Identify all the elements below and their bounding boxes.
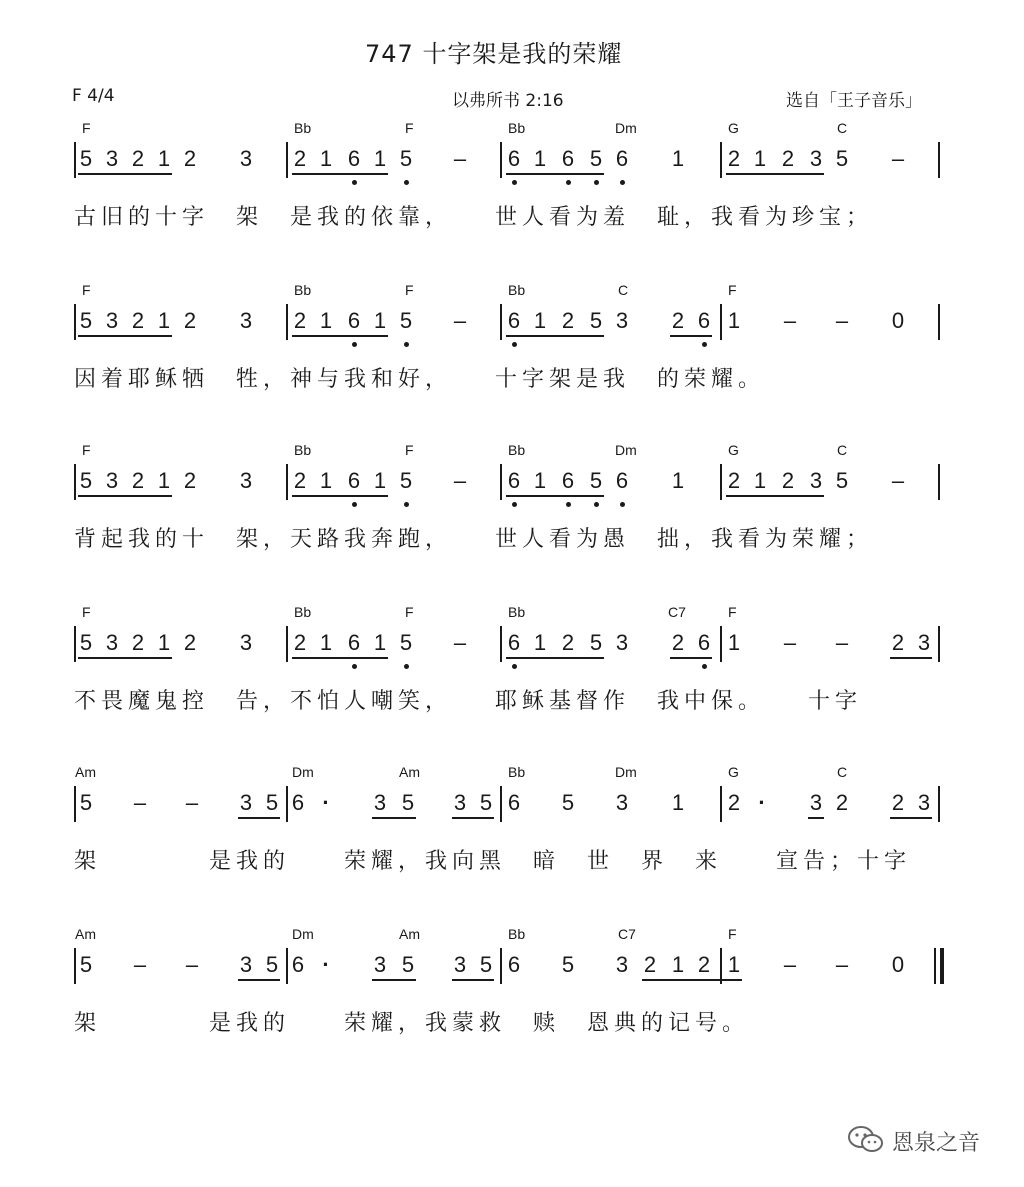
note: 5 bbox=[479, 790, 493, 815]
chord-symbol: F bbox=[405, 604, 414, 620]
note: – bbox=[835, 952, 849, 977]
note: 2 bbox=[293, 468, 307, 493]
final-barline bbox=[940, 948, 944, 984]
note: 1 bbox=[727, 630, 741, 655]
note: 5 bbox=[79, 308, 93, 333]
barline bbox=[74, 948, 76, 984]
chord-symbol: C bbox=[837, 764, 848, 780]
note: 5 bbox=[399, 308, 413, 333]
chord-symbol: F bbox=[728, 282, 737, 298]
note: 3 bbox=[373, 790, 387, 815]
lower-octave-dot bbox=[352, 342, 357, 347]
note: 2 bbox=[183, 308, 197, 333]
chord-symbol: C7 bbox=[668, 604, 686, 620]
note: 6 bbox=[507, 952, 521, 977]
note: 5 bbox=[589, 468, 603, 493]
note: 3 bbox=[809, 790, 823, 815]
note: 1 bbox=[671, 952, 685, 977]
barline bbox=[500, 304, 502, 340]
note: 3 bbox=[615, 308, 629, 333]
lower-octave-dot bbox=[352, 502, 357, 507]
chord-symbol: Bb bbox=[508, 442, 526, 458]
note: 5 bbox=[835, 146, 849, 171]
note: · bbox=[322, 790, 330, 815]
lower-octave-dot bbox=[620, 502, 625, 507]
scripture-reference: 以弗所书 2:16 bbox=[452, 91, 564, 111]
chord-symbol: Bb bbox=[508, 282, 526, 298]
note: 2 bbox=[183, 468, 197, 493]
eighth-note-beam bbox=[292, 495, 388, 497]
note: 1 bbox=[373, 468, 387, 493]
song-title: 747 十字架是我的荣耀 bbox=[365, 40, 623, 68]
barline bbox=[286, 786, 288, 822]
note: 5 bbox=[79, 790, 93, 815]
chord-symbol: F bbox=[728, 926, 737, 942]
note: 3 bbox=[615, 952, 629, 977]
eighth-note-beam bbox=[452, 817, 494, 819]
chord-symbol: Am bbox=[399, 764, 420, 780]
note: – bbox=[133, 952, 147, 977]
eighth-note-beam bbox=[726, 173, 824, 175]
note: 2 bbox=[183, 146, 197, 171]
eighth-note-beam bbox=[78, 335, 172, 337]
eighth-note-beam bbox=[238, 817, 280, 819]
chord-symbol: F bbox=[405, 282, 414, 298]
barline bbox=[286, 948, 288, 984]
note: 5 bbox=[479, 952, 493, 977]
final-barline-thin bbox=[934, 948, 936, 984]
barline bbox=[74, 786, 76, 822]
note: – bbox=[835, 308, 849, 333]
chord-symbol: F bbox=[728, 604, 737, 620]
barline bbox=[286, 626, 288, 662]
eighth-note-beam bbox=[670, 335, 712, 337]
note: 1 bbox=[753, 468, 767, 493]
lyric-line: 架 是我的 荣耀，我蒙救 赎 恩典的记号。 bbox=[74, 1011, 750, 1036]
note: 5 bbox=[265, 952, 279, 977]
chord-symbol: Bb bbox=[294, 120, 312, 136]
barline bbox=[500, 948, 502, 984]
chord-symbol: Bb bbox=[508, 120, 526, 136]
note: 6 bbox=[507, 308, 521, 333]
eighth-note-beam bbox=[726, 495, 824, 497]
lower-octave-dot bbox=[404, 342, 409, 347]
note: 5 bbox=[79, 146, 93, 171]
note: 5 bbox=[79, 468, 93, 493]
note: 1 bbox=[319, 468, 333, 493]
barline bbox=[720, 786, 722, 822]
note: 6 bbox=[507, 630, 521, 655]
note: · bbox=[758, 790, 766, 815]
lyric-line: 不畏魔鬼控 告，不怕人嘲笑， 耶稣基督作 我中保。 十字 bbox=[74, 689, 863, 714]
note: – bbox=[783, 952, 797, 977]
lower-octave-dot bbox=[512, 664, 517, 669]
lower-octave-dot bbox=[594, 180, 599, 185]
lower-octave-dot bbox=[620, 180, 625, 185]
note: 2 bbox=[131, 468, 145, 493]
lower-octave-dot bbox=[594, 502, 599, 507]
note: – bbox=[783, 630, 797, 655]
barline bbox=[74, 304, 76, 340]
note: 5 bbox=[589, 146, 603, 171]
note: – bbox=[185, 790, 199, 815]
note: 2 bbox=[561, 308, 575, 333]
note: 2 bbox=[561, 630, 575, 655]
note: 3 bbox=[105, 146, 119, 171]
chord-symbol: G bbox=[728, 764, 739, 780]
eighth-note-beam bbox=[506, 335, 604, 337]
note: 5 bbox=[79, 952, 93, 977]
note: 5 bbox=[401, 790, 415, 815]
note: 2 bbox=[131, 146, 145, 171]
note: 5 bbox=[399, 468, 413, 493]
note: 3 bbox=[105, 630, 119, 655]
note: 1 bbox=[533, 468, 547, 493]
note: 1 bbox=[671, 790, 685, 815]
note: 2 bbox=[835, 790, 849, 815]
note: 6 bbox=[347, 468, 361, 493]
note: 5 bbox=[561, 790, 575, 815]
note: 6 bbox=[507, 790, 521, 815]
chord-symbol: Bb bbox=[294, 282, 312, 298]
chord-symbol: G bbox=[728, 442, 739, 458]
note: 3 bbox=[239, 790, 253, 815]
note: 5 bbox=[399, 630, 413, 655]
eighth-note-beam bbox=[506, 657, 604, 659]
chord-symbol: Am bbox=[399, 926, 420, 942]
lower-octave-dot bbox=[512, 180, 517, 185]
note: 1 bbox=[753, 146, 767, 171]
lower-octave-dot bbox=[352, 180, 357, 185]
source-credit: 选自「王子音乐」 bbox=[786, 91, 922, 111]
lower-octave-dot bbox=[404, 502, 409, 507]
chord-symbol: C bbox=[837, 442, 848, 458]
eighth-note-beam bbox=[292, 173, 388, 175]
note: 5 bbox=[265, 790, 279, 815]
note: 1 bbox=[319, 146, 333, 171]
lyric-line: 背起我的十 架，天路我奔跑， 世人看为愚 拙，我看为荣耀； bbox=[74, 527, 874, 552]
barline bbox=[720, 948, 722, 984]
eighth-note-beam bbox=[292, 335, 388, 337]
note: – bbox=[453, 468, 467, 493]
note: – bbox=[133, 790, 147, 815]
note: 2 bbox=[671, 308, 685, 333]
lower-octave-dot bbox=[512, 342, 517, 347]
barline bbox=[938, 786, 940, 822]
note: 5 bbox=[401, 952, 415, 977]
note: 3 bbox=[917, 790, 931, 815]
note: 1 bbox=[533, 146, 547, 171]
chord-symbol: Dm bbox=[615, 764, 637, 780]
note: 3 bbox=[239, 308, 253, 333]
lower-octave-dot bbox=[512, 502, 517, 507]
barline bbox=[938, 464, 940, 500]
note: 2 bbox=[891, 790, 905, 815]
note: 2 bbox=[671, 630, 685, 655]
eighth-note-beam bbox=[506, 173, 604, 175]
lyric-line: 古旧的十字 架 是我的依靠， 世人看为羞 耻，我看为珍宝； bbox=[74, 205, 874, 230]
lower-octave-dot bbox=[566, 180, 571, 185]
note: – bbox=[783, 308, 797, 333]
chord-symbol: F bbox=[405, 120, 414, 136]
note: – bbox=[453, 308, 467, 333]
note: 6 bbox=[561, 146, 575, 171]
chord-symbol: Dm bbox=[292, 926, 314, 942]
barline bbox=[500, 626, 502, 662]
note: 1 bbox=[373, 630, 387, 655]
eighth-note-beam bbox=[452, 979, 494, 981]
note: 2 bbox=[131, 630, 145, 655]
note: 2 bbox=[727, 790, 741, 815]
note: 2 bbox=[643, 952, 657, 977]
chord-symbol: F bbox=[405, 442, 414, 458]
eighth-note-beam bbox=[78, 657, 172, 659]
note: 1 bbox=[157, 630, 171, 655]
note: 1 bbox=[727, 952, 741, 977]
barline bbox=[938, 142, 940, 178]
eighth-note-beam bbox=[372, 817, 416, 819]
eighth-note-beam bbox=[642, 979, 742, 981]
note: 5 bbox=[399, 146, 413, 171]
note: 5 bbox=[561, 952, 575, 977]
note: 1 bbox=[671, 146, 685, 171]
note: – bbox=[835, 630, 849, 655]
note: 3 bbox=[453, 790, 467, 815]
chord-symbol: F bbox=[82, 282, 91, 298]
note: 2 bbox=[727, 146, 741, 171]
note: – bbox=[891, 468, 905, 493]
note: 6 bbox=[347, 308, 361, 333]
eighth-note-beam bbox=[506, 495, 604, 497]
note: – bbox=[185, 952, 199, 977]
chord-symbol: F bbox=[82, 120, 91, 136]
note: 1 bbox=[533, 308, 547, 333]
lyric-line: 架 是我的 荣耀，我向黑 暗 世 界 来 宣告；十字 bbox=[74, 849, 912, 874]
lower-octave-dot bbox=[352, 664, 357, 669]
watermark-text: 恩泉之音 bbox=[892, 1131, 981, 1156]
eighth-note-beam bbox=[292, 657, 388, 659]
note: 3 bbox=[615, 790, 629, 815]
note: 6 bbox=[347, 146, 361, 171]
wechat-icon bbox=[846, 1124, 886, 1156]
note: 3 bbox=[615, 630, 629, 655]
barline bbox=[286, 142, 288, 178]
note: – bbox=[453, 146, 467, 171]
note: 1 bbox=[373, 146, 387, 171]
lyric-line: 因着耶稣牺 牲，神与我和好， 十字架是我 的荣耀。 bbox=[74, 367, 766, 392]
barline bbox=[74, 142, 76, 178]
note: 3 bbox=[239, 468, 253, 493]
note: 3 bbox=[239, 952, 253, 977]
lower-octave-dot bbox=[566, 502, 571, 507]
note: 3 bbox=[917, 630, 931, 655]
eighth-note-beam bbox=[372, 979, 416, 981]
note: 2 bbox=[293, 308, 307, 333]
note: 5 bbox=[79, 630, 93, 655]
barline bbox=[286, 304, 288, 340]
chord-symbol: Am bbox=[75, 926, 96, 942]
note: 3 bbox=[239, 146, 253, 171]
note: 3 bbox=[105, 308, 119, 333]
note: – bbox=[891, 146, 905, 171]
chord-symbol: F bbox=[82, 604, 91, 620]
note: 6 bbox=[615, 146, 629, 171]
lower-octave-dot bbox=[404, 664, 409, 669]
barline bbox=[938, 626, 940, 662]
note: 2 bbox=[183, 630, 197, 655]
chord-symbol: Am bbox=[75, 764, 96, 780]
note: 2 bbox=[131, 308, 145, 333]
note: 1 bbox=[727, 308, 741, 333]
chord-symbol: Bb bbox=[508, 764, 526, 780]
note: 3 bbox=[239, 630, 253, 655]
note: 2 bbox=[891, 630, 905, 655]
note: 1 bbox=[373, 308, 387, 333]
barline bbox=[938, 304, 940, 340]
note: 6 bbox=[561, 468, 575, 493]
note: 6 bbox=[697, 308, 711, 333]
note: 2 bbox=[781, 146, 795, 171]
chord-symbol: Dm bbox=[615, 442, 637, 458]
note: 2 bbox=[727, 468, 741, 493]
eighth-note-beam bbox=[78, 495, 172, 497]
note: 1 bbox=[319, 308, 333, 333]
eighth-note-beam bbox=[238, 979, 280, 981]
chord-symbol: C bbox=[618, 282, 629, 298]
note: 0 bbox=[891, 308, 905, 333]
note: 2 bbox=[781, 468, 795, 493]
chord-symbol: C bbox=[837, 120, 848, 136]
note: 3 bbox=[373, 952, 387, 977]
note: 1 bbox=[157, 146, 171, 171]
chord-symbol: Bb bbox=[294, 604, 312, 620]
barline bbox=[74, 464, 76, 500]
barline bbox=[720, 304, 722, 340]
chord-symbol: F bbox=[82, 442, 91, 458]
note: 2 bbox=[697, 952, 711, 977]
barline bbox=[500, 464, 502, 500]
note: 1 bbox=[671, 468, 685, 493]
barline bbox=[286, 464, 288, 500]
chord-symbol: Bb bbox=[294, 442, 312, 458]
eighth-note-beam bbox=[808, 817, 824, 819]
note: 6 bbox=[697, 630, 711, 655]
eighth-note-beam bbox=[78, 173, 172, 175]
barline bbox=[74, 626, 76, 662]
note: 3 bbox=[453, 952, 467, 977]
note: 2 bbox=[293, 630, 307, 655]
chord-symbol: Bb bbox=[508, 604, 526, 620]
barline bbox=[720, 464, 722, 500]
note: 6 bbox=[615, 468, 629, 493]
note: 3 bbox=[105, 468, 119, 493]
note: 6 bbox=[507, 146, 521, 171]
barline bbox=[720, 142, 722, 178]
note: 6 bbox=[507, 468, 521, 493]
note: 6 bbox=[347, 630, 361, 655]
note: 1 bbox=[157, 468, 171, 493]
note: 6 bbox=[291, 952, 305, 977]
note: 5 bbox=[589, 308, 603, 333]
chord-symbol: Dm bbox=[615, 120, 637, 136]
eighth-note-beam bbox=[890, 817, 932, 819]
note: 0 bbox=[891, 952, 905, 977]
barline bbox=[500, 786, 502, 822]
note: 1 bbox=[533, 630, 547, 655]
chord-symbol: Dm bbox=[292, 764, 314, 780]
note: 1 bbox=[157, 308, 171, 333]
note: 3 bbox=[809, 468, 823, 493]
lower-octave-dot bbox=[404, 180, 409, 185]
barline bbox=[720, 626, 722, 662]
note: 6 bbox=[291, 790, 305, 815]
note: 5 bbox=[835, 468, 849, 493]
note: 2 bbox=[293, 146, 307, 171]
lower-octave-dot bbox=[702, 342, 707, 347]
note: – bbox=[453, 630, 467, 655]
lower-octave-dot bbox=[702, 664, 707, 669]
eighth-note-beam bbox=[890, 657, 932, 659]
eighth-note-beam bbox=[670, 657, 712, 659]
barline bbox=[500, 142, 502, 178]
chord-symbol: C7 bbox=[618, 926, 636, 942]
chord-symbol: G bbox=[728, 120, 739, 136]
chord-symbol: Bb bbox=[508, 926, 526, 942]
note: · bbox=[322, 952, 330, 977]
note: 5 bbox=[589, 630, 603, 655]
note: 3 bbox=[809, 146, 823, 171]
note: 1 bbox=[319, 630, 333, 655]
key-time-signature: F 4/4 bbox=[72, 86, 115, 106]
